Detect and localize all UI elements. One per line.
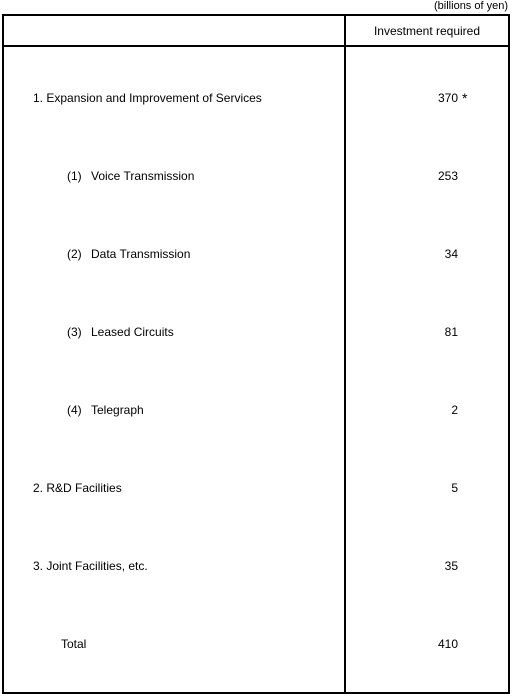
row-label-telegraph: Telegraph [91,403,144,417]
row-label-total: Total [61,637,87,651]
unit-note: (billions of yen) [434,0,508,12]
row-label-leased: Leased Circuits [91,325,174,339]
table-row [4,90,508,106]
row-number: (4) [67,403,82,417]
table-row [4,480,508,496]
asterisk-mark: * [462,90,468,106]
row-value-total: 410 [437,637,458,651]
row-value-rnd: 5 [451,481,458,495]
row-number: (3) [67,325,82,339]
column-divider [344,16,346,692]
table-row [4,558,508,574]
row-value-telegraph: 2 [451,403,458,417]
row-number: (1) [67,169,82,183]
row-number: (2) [67,247,82,261]
table-row-total [4,636,508,652]
row-label-rnd: 2. R&D Facilities [33,481,122,495]
row-value-expansion: 370 [437,91,458,105]
row-value-joint: 35 [444,559,458,573]
header-investment-required: Investment required [373,24,481,38]
table-row [4,168,508,184]
row-value-data: 34 [444,247,458,261]
table-header [4,16,508,47]
row-label-voice: Voice Transmission [91,169,195,183]
row-value-leased: 81 [444,325,458,339]
table-row [4,246,508,262]
row-value-voice: 253 [437,169,458,183]
investment-table [2,14,510,694]
row-label-expansion: 1. Expansion and Improvement of Services [33,91,262,105]
row-label-joint: 3. Joint Facilities, etc. [33,559,148,573]
table-row [4,324,508,340]
table-row [4,402,508,418]
row-label-data: Data Transmission [91,247,191,261]
